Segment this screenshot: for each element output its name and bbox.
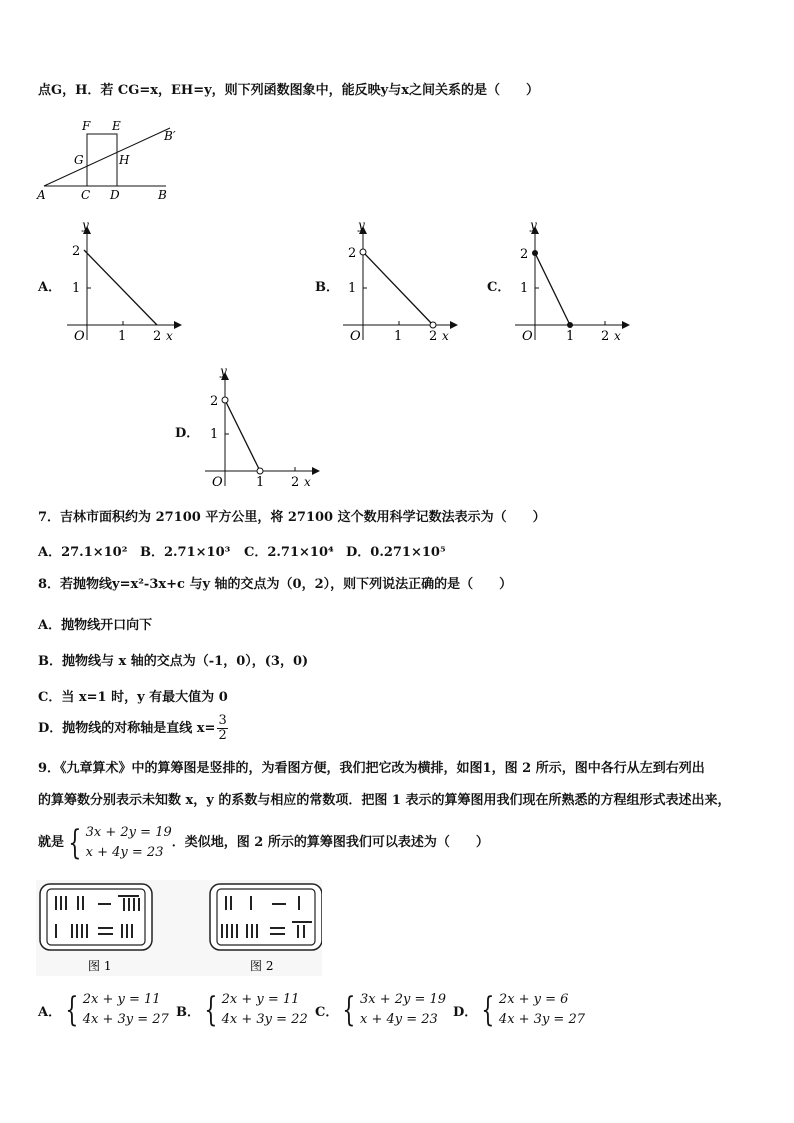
graph-label: 1: [566, 329, 575, 344]
graph-label: 2: [153, 329, 162, 344]
graph-label: y: [220, 366, 227, 378]
graph-label: 2: [348, 246, 357, 261]
q9-option-c[interactable]: C． { 3x + 2y = 19 x + 4y = 23: [315, 990, 447, 1030]
graph-label: 2: [601, 329, 610, 344]
q6-option-b-label: B．: [315, 280, 339, 295]
q8-fraction: $\frac{3}{2}$: [218, 713, 227, 743]
fig2-caption: 图 2: [250, 959, 274, 973]
graph-label: x: [614, 329, 621, 343]
graph-label: y: [82, 220, 89, 232]
label-B: B: [158, 188, 167, 202]
counting-rods-figures: [36, 880, 322, 976]
label-H: H: [119, 153, 130, 167]
graph-label: 2: [520, 247, 529, 262]
graph-label: 1: [118, 329, 127, 344]
q8-stem: 8．若抛物线y=x²-3x+c 与y 轴的交点为（0，2），则下列说法正确的是（ ）: [38, 577, 513, 592]
q7-option-b[interactable]: B．2.71×10³: [140, 545, 231, 560]
label-G: G: [74, 153, 84, 167]
graph-label: y: [530, 220, 537, 232]
graph-label: 2: [429, 329, 438, 344]
q9-line-1: 9．《九章算术》中的算筹图是竖排的，为看图方便，我们把它改为横排，如图1，图 2 所示，图中各行从左到右列出: [38, 761, 705, 776]
q6-option-c-graph[interactable]: [510, 220, 630, 345]
q8-option-d[interactable]: [38, 714, 228, 743]
graph-label: 1: [210, 427, 219, 442]
q8-option-c[interactable]: C．当 x=1 时，y 有最大值为 0: [38, 690, 228, 705]
graph-label: y: [358, 220, 365, 232]
q9-given-system: { 3x + 2y = 19 x + 4y = 23: [68, 822, 172, 863]
graph-label: O: [212, 475, 223, 490]
q6-stem: 点G，H．若 CG=x，EH=y，则下列函数图象中，能反映y与x之间关系的是（ ）: [38, 83, 539, 98]
q8-option-d-text: D．抛物线的对称轴是直线 x=: [38, 721, 216, 736]
graph-label: x: [304, 475, 311, 489]
label-C: C: [81, 188, 91, 202]
graph-label: 1: [520, 281, 529, 296]
graph-label: x: [442, 329, 449, 343]
q7-option-c[interactable]: C．2.71×10⁴: [244, 545, 334, 560]
label-F: F: [82, 119, 91, 133]
q7-stem: 7．吉林市面积约为 27100 平方公里，将 27100 这个数用科学记数法表示为（ ）: [38, 510, 546, 525]
q6-option-d-label: D．: [175, 426, 200, 441]
q8-option-a[interactable]: A．抛物线开口向下: [38, 618, 153, 633]
label-Bprime: B′: [164, 129, 176, 143]
graph-label: 2: [72, 244, 81, 259]
label-A: A: [37, 188, 46, 202]
q6-option-a-graph[interactable]: [62, 220, 182, 345]
graph-label: 1: [348, 281, 357, 296]
graph-label: 1: [256, 475, 265, 490]
graph-label: O: [74, 329, 85, 344]
q6-option-c-label: C．: [487, 280, 511, 295]
graph-label: 1: [72, 281, 81, 296]
q7-option-d[interactable]: D．0.271×10⁵: [346, 545, 446, 560]
graph-label: 2: [291, 475, 300, 490]
q8-option-b[interactable]: B．抛物线与 x 轴的交点为（-1，0），(3，0): [38, 654, 309, 669]
q9-option-a[interactable]: A． { 2x + y = 11 4x + 3y = 27: [38, 990, 169, 1030]
q9-option-d[interactable]: D． { 2x + y = 6 4x + 3y = 27: [453, 990, 585, 1030]
graph-label: O: [350, 329, 361, 344]
q6-geometry-figure: [36, 116, 186, 204]
graph-label: x: [166, 329, 173, 343]
graph-label: O: [522, 329, 533, 344]
q7-option-a[interactable]: A．27.1×10²: [38, 545, 128, 560]
q6-option-b-graph[interactable]: [338, 220, 458, 345]
q9-line-3: 就是 { 3x + 2y = 19 x + 4y = 23 ．类似地，图 2 所示的算筹图我们可以表述为（ ）: [38, 822, 489, 863]
graph-label: 1: [394, 329, 403, 344]
q6-option-d-graph[interactable]: [200, 366, 320, 491]
label-E: E: [112, 119, 121, 133]
q9-line-2: 的算筹数分别表示未知数 x，y 的系数与相应的常数项．把图 1 表示的算筹图用我们现在所熟悉的方程组形式表述出来，: [38, 793, 731, 808]
fig1-caption: 图 1: [88, 959, 112, 973]
label-D: D: [110, 188, 120, 202]
q6-option-a-label: A．: [38, 280, 62, 295]
q9-option-b[interactable]: B． { 2x + y = 11 4x + 3y = 22: [176, 990, 308, 1030]
graph-label: 2: [210, 394, 219, 409]
